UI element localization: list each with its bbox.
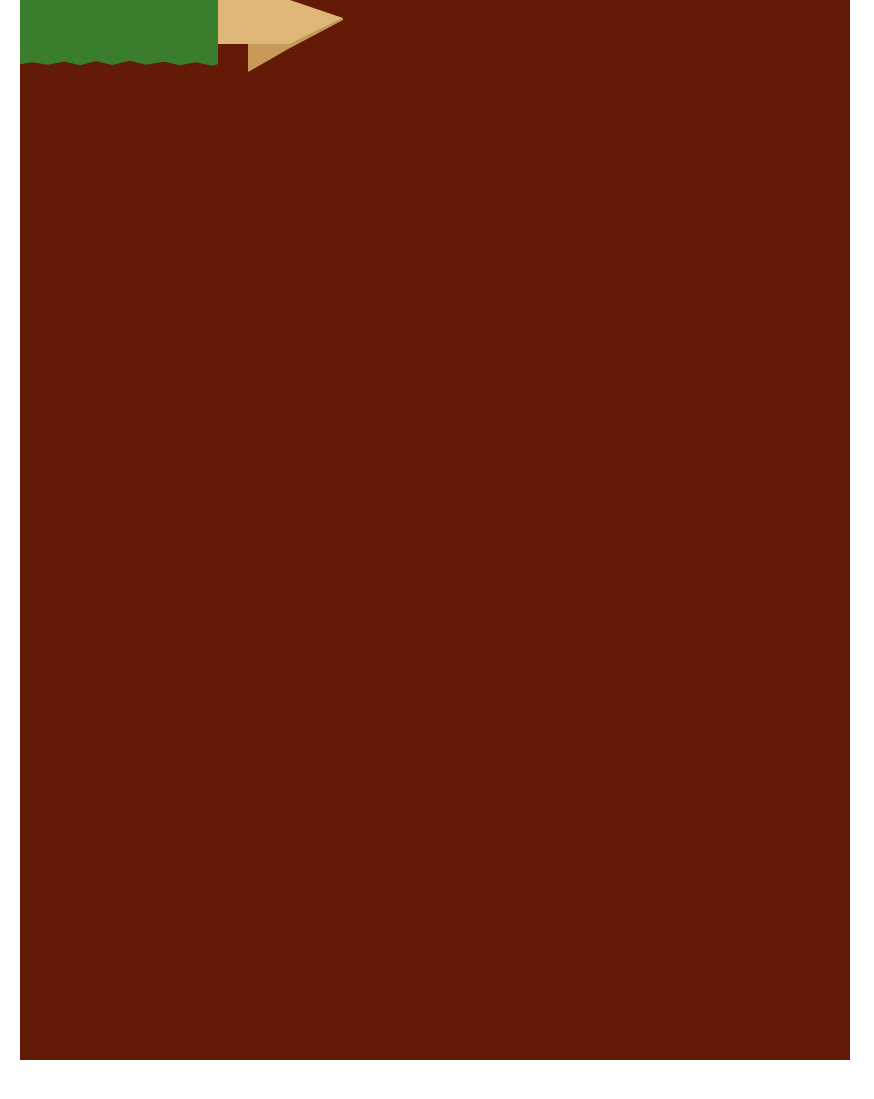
bottom-white-strip (0, 1060, 874, 1099)
green-block (20, 0, 220, 72)
bottom-strip-text (0, 1060, 1, 1061)
tan-arrow-icon (218, 0, 343, 72)
tan-arrow (218, 0, 343, 72)
large-maroon-panel (20, 0, 850, 1060)
